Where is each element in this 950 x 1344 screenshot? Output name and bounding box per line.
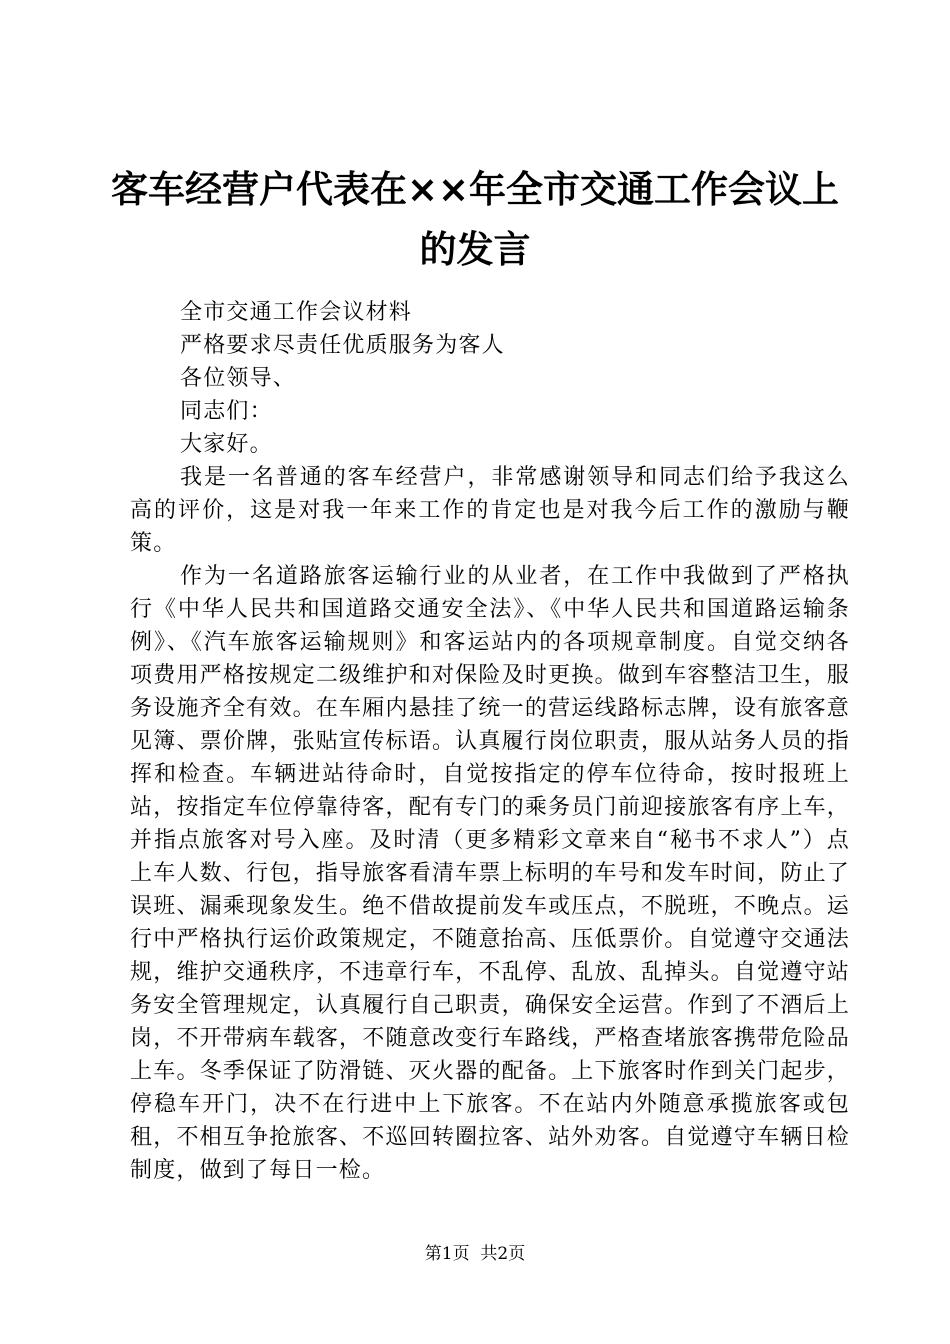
paragraph-main-content: 作为一名道路旅客运输行业的从业者，在工作中我做到了严格执行《中华人民共和国道路交通安全法》、《中华人民共和国道路运输条例》、《汽车旅客运输规则》和客运站内的各项规章制度。自觉交纳各项费用严格按规定二级维护和对保险及时更换。做到车容整洁卫生，服务设施齐全有效。在车厢内悬挂了统一的营运线路标志牌，设有旅客意见簿、票价牌，张贴宣传标语。认真履行岗位职责，服从站务人员的指挥和检查。车辆进站待命时，自觉按指定的停车位待命，按时报班上站，按指定车位停靠待客，配有专门的乘务员门前迎接旅客有序上车，并指点旅客对号入座。及时清（更多精彩文章来自“秘书不求人”）点上车人数、行包，指导旅客看清车票上标明的车号和发车时间，防止了误班、漏乘现象发生。绝不借故提前发车或压点，不脱班，不晚点。运行中严格执行运价政策规定，不随意抬高、压低票价。自觉遵守交通法规，维护交通秩序，不违章行车，不乱停、乱放、乱掉头。自觉遵守站务安全管理规定，认真履行自己职责，确保安全运营。作到了不酒后上岗，不开带病车载客，不随意改变行车路线，严格查堵旅客携带危险品上车。冬季保证了防滑链、灭火器的配备。上下旅客时作到关门起步，停稳车开门，决不在行进中上下旅客。不在站内外随意承揽旅客或包租，不相互争抢旅客、不巡回转圈拉客、站外劝客。自觉遵守车辆日检制度，做到了每日一检。 bbox=[130, 564, 850, 1183]
page-number-label: 第1页 共2页 bbox=[424, 1244, 526, 1264]
paragraph-subtitle: 严格要求尽责任优质服务为客人 bbox=[180, 333, 505, 358]
paragraph-introduction: 我是一名普通的客车经营户，非常感谢领导和同志们给予我这么高的评价，这是对我一年来工作的肯定也是对我今后工作的激励与鞭策。 bbox=[130, 465, 850, 556]
page-footer bbox=[0, 1242, 950, 1266]
paragraph-material-label: 全市交通工作会议材料 bbox=[180, 300, 413, 325]
paragraph-greeting: 大家好。 bbox=[180, 432, 273, 457]
paragraph-salutation-leaders: 各位领导、 bbox=[180, 366, 297, 391]
paragraph-salutation-comrades: 同志们： bbox=[180, 399, 273, 424]
document-title: 客车经营户代表在××年全市交通工作会议上的发言 bbox=[110, 168, 839, 271]
document-body bbox=[130, 296, 850, 1187]
